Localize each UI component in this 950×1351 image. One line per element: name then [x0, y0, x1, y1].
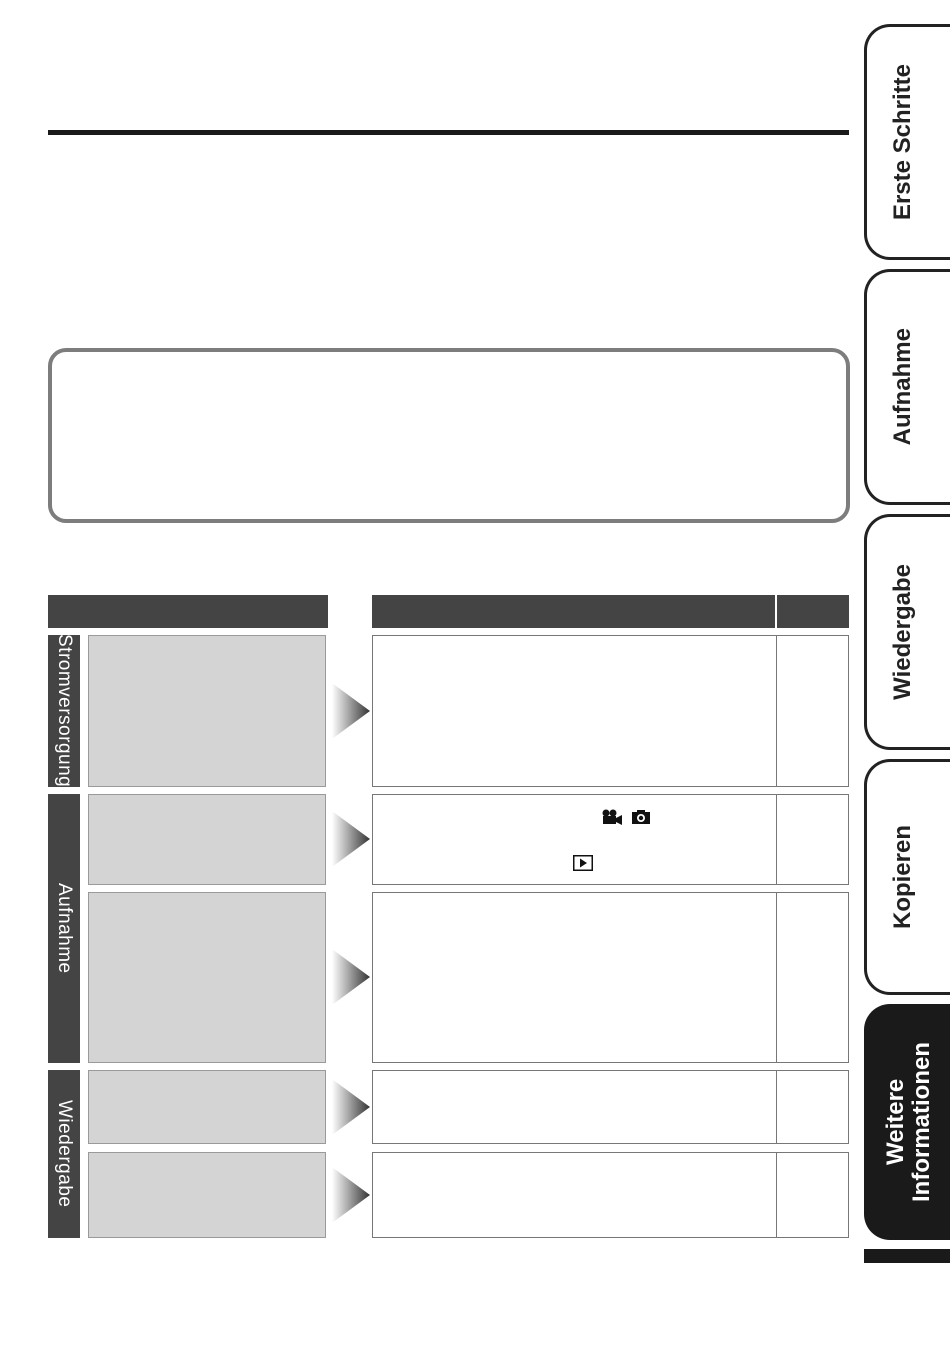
arrow-right-icon [332, 683, 372, 739]
category-aufnahme [48, 794, 80, 1063]
movie-camera-icon [601, 809, 623, 825]
tab-label: Erste Schritte [889, 63, 916, 221]
solution-cell [372, 635, 849, 787]
column-divider [776, 1153, 777, 1237]
solution-cell [372, 1070, 849, 1144]
column-divider [776, 795, 777, 884]
note-box [48, 348, 850, 523]
problem-cell [88, 1152, 326, 1238]
problem-cell [88, 635, 326, 787]
tab-wiedergabe[interactable] [864, 514, 950, 750]
play-icon [573, 855, 593, 871]
solution-cell [372, 892, 849, 1063]
tab-aufnahme[interactable] [864, 269, 950, 505]
category-wiedergabe [48, 1070, 80, 1238]
tab-label: Aufnahme [889, 328, 916, 446]
column-divider [776, 1071, 777, 1143]
page-marker-bar [864, 1249, 950, 1263]
problem-cell [88, 892, 326, 1063]
title-rule [48, 130, 849, 135]
table-header-page [777, 595, 849, 628]
problem-cell [88, 1070, 326, 1144]
tab-erste-schritte[interactable] [864, 24, 950, 260]
problem-cell [88, 794, 326, 885]
tab-weitere-informationen[interactable] [864, 1004, 950, 1240]
column-divider [776, 636, 777, 786]
arrow-right-icon [332, 949, 372, 1005]
tab-kopieren[interactable] [864, 759, 950, 995]
tab-label: Weitere Informationen [882, 1042, 935, 1202]
table-header-solution [372, 595, 775, 628]
category-label: Wiedergabe [54, 1100, 75, 1208]
mode-icons [601, 809, 651, 825]
table-header-problem [48, 595, 328, 628]
tab-label: Kopieren [889, 824, 916, 929]
solution-cell [372, 1152, 849, 1238]
photo-camera-icon [631, 809, 651, 825]
arrow-right-icon [332, 1079, 372, 1135]
arrow-right-icon [332, 811, 372, 867]
column-divider [776, 893, 777, 1062]
solution-cell [372, 794, 849, 885]
tab-label: Wiedergabe [889, 564, 916, 700]
category-stromversorgung [48, 635, 80, 787]
category-label: Aufnahme [54, 883, 75, 974]
arrow-right-icon [332, 1167, 372, 1223]
category-label: Stromversorgung [54, 634, 75, 788]
